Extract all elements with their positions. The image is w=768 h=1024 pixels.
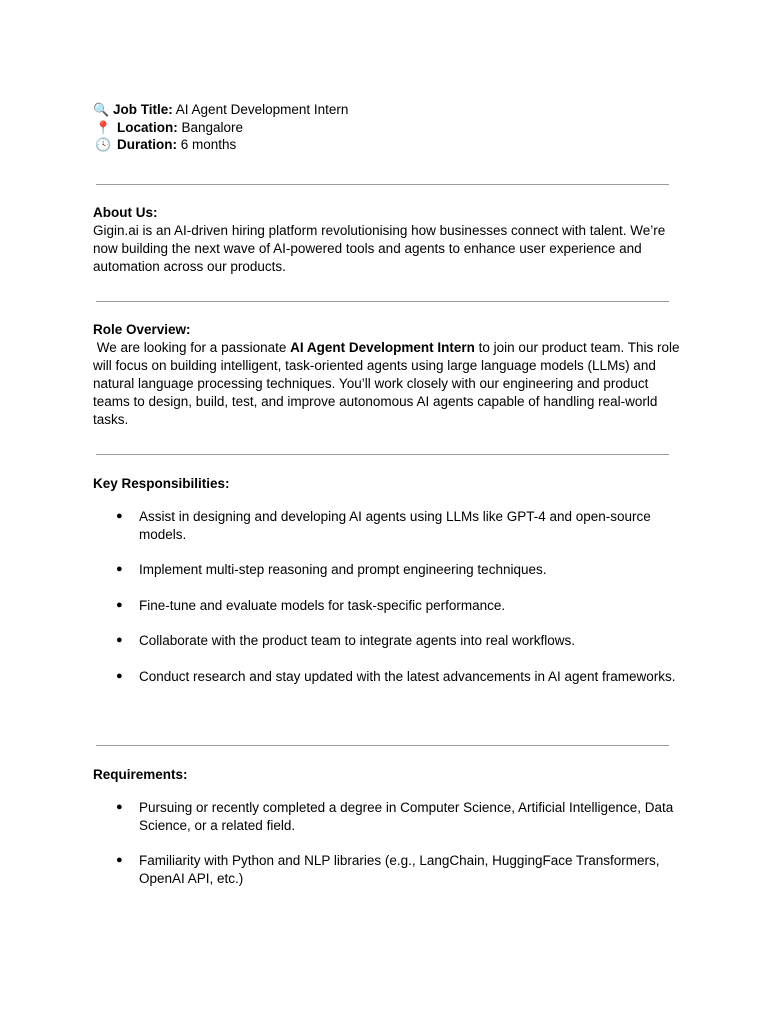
role-intro: We are looking for a passionate (93, 340, 291, 355)
list-item: ● Collaborate with the product team to integrate agents into real workflows. (93, 632, 683, 650)
about-section (93, 204, 683, 276)
divider (96, 301, 669, 302)
about-body: Gigin.ai is an AI-driven hiring platform revolutionising how businesses connect with talent. We’re now building the next wave of AI-powered tools and agents to enhance user experience and automation across our products. (93, 223, 666, 274)
list-item: ● Pursuing or recently completed a degree in Computer Science, Artificial Intelligence, Data Science, or a related field. (93, 799, 683, 834)
job-title-line (93, 101, 348, 119)
divider (96, 454, 669, 455)
role-heading: Role Overview: (93, 322, 191, 337)
list-item: ● Assist in designing and developing AI agents using LLMs like GPT-4 and open-source models. (93, 508, 683, 543)
list-item: ● Implement multi-step reasoning and prompt engineering techniques. (93, 561, 683, 579)
role-rest: to join our product team. This role will focus on building intelligent, task-oriented agents using large language models (LLMs) and natural language processing techniques. You’ll work closely with our engineering and product teams to design, build, test, and improve autonomous AI agents capable of handling real-world tasks. (93, 340, 680, 427)
responsibilities-section (93, 475, 683, 493)
duration-value: 6 months (180, 137, 237, 152)
list-item: ● Conduct research and stay updated with the latest advancements in AI agent frameworks. (93, 668, 683, 686)
requirements-list (93, 799, 683, 905)
duration-label: Duration: (117, 137, 177, 152)
requirements-section (93, 766, 683, 784)
location-line (93, 119, 348, 137)
duration-line (93, 136, 348, 154)
clock-icon: 🕓 (95, 137, 112, 152)
requirements-heading: Requirements: (93, 767, 188, 782)
job-title-label: Job Title: (113, 102, 173, 117)
divider (96, 184, 669, 185)
role-section (93, 321, 683, 429)
responsibilities-list (93, 508, 683, 703)
role-body (93, 339, 683, 429)
about-heading: About Us: (93, 205, 158, 220)
location-label: Location: (117, 119, 178, 135)
pin-icon: 📍 (95, 119, 112, 135)
role-highlight: AI Agent Development Intern (290, 340, 475, 355)
location-value: Bangalore (181, 119, 244, 135)
responsibilities-heading: Key Responsibilities: (93, 476, 230, 491)
job-summary (93, 101, 348, 154)
job-title-value: AI Agent Development Intern (175, 102, 349, 117)
list-item: ● Fine-tune and evaluate models for task-specific performance. (93, 597, 683, 615)
divider (96, 745, 669, 746)
list-item: ● Familiarity with Python and NLP libraries (e.g., LangChain, HuggingFace Transformers, OpenAI API, etc.) (93, 852, 683, 887)
magnifying-glass-icon: 🔍 (93, 102, 110, 117)
